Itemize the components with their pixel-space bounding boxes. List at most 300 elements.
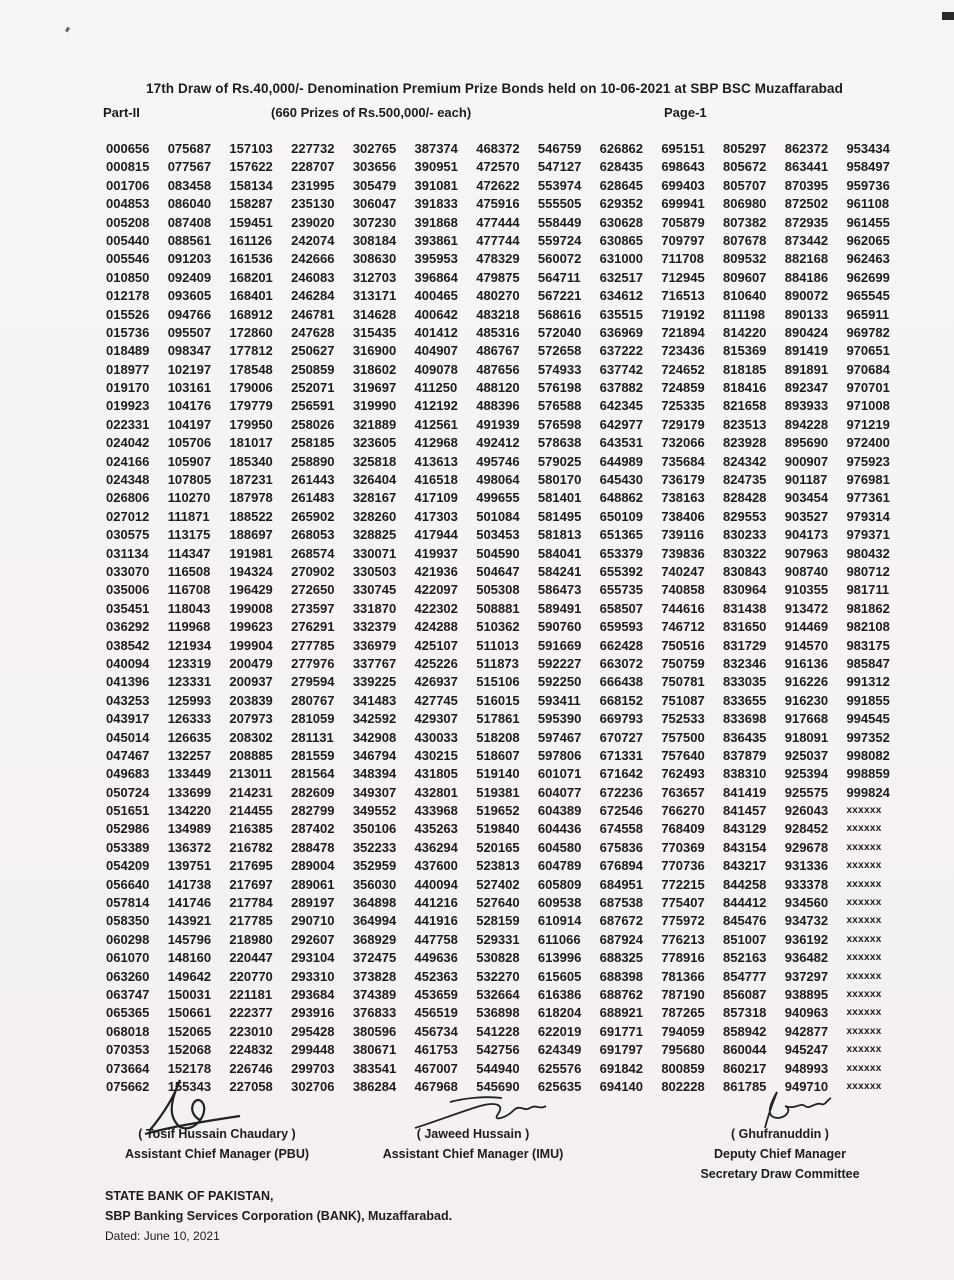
bond-number-cell: 530828 [476,950,520,966]
bond-number-cell: 691771 [599,1023,644,1039]
bond-number-cell: 179006 [229,380,273,396]
bond-number-cell: 312703 [352,269,397,285]
bond-number-cell: 093605 [167,288,212,304]
bond-number-cell: 953434 [846,141,890,156]
bond-number-cell: 688325 [599,950,644,966]
bond-number-cell: 805672 [723,159,767,175]
bond-number-cell: 520165 [476,839,520,855]
bond-number-cell: 541228 [476,1023,520,1039]
bond-number-cell: 980712 [846,563,890,579]
bond-number-cell: 997352 [846,729,890,745]
bond-number-cell: 711708 [661,251,704,267]
bond-number-cell: 121934 [167,637,212,653]
bond-number-cell: 787265 [661,1005,705,1021]
bond-number-cell: 196429 [229,582,273,598]
bond-number-cell: 492412 [476,435,520,451]
bond-number-cell: 841457 [723,803,767,819]
bond-number-cell: 447758 [414,931,458,947]
bond-number-cell: 934560 [784,895,829,911]
bond-number-cell: 421936 [414,563,458,579]
bond-number-cell: 172860 [229,324,273,340]
table-row [106,637,906,655]
bond-number-cell: 542756 [476,1042,520,1058]
bond-number-cell: 833035 [723,674,767,690]
bond-number-cell: 851007 [723,931,767,947]
bond-number-cell: 308184 [352,232,397,248]
bond-number-cell: 005440 [106,232,150,248]
bond-number-cell: 980432 [846,545,890,561]
bond-number-cell: 962463 [846,251,890,267]
bond-number-cell: 688762 [599,986,644,1002]
bond-number-cell: 114347 [167,545,211,561]
bond-number-cell: 179779 [229,398,273,414]
bond-number-cell: 830322 [723,545,767,561]
bond-number-cell: 663072 [599,655,644,671]
bond-number-cell: 725335 [661,398,705,414]
table-row [106,508,906,526]
bond-number-cell: 436294 [414,839,458,855]
bond-number-cell: 628435 [599,159,644,175]
bond-number-cell: 545690 [476,1078,520,1094]
bond-number-cell: 139751 [167,858,212,874]
bond-number-cell: 477744 [476,232,520,248]
bond-number-cell: 586473 [537,582,582,598]
bond-number-cell: 740247 [661,563,705,579]
bond-number-cell: 323605 [352,435,397,451]
bond-number-cell: 220770 [229,968,273,984]
bond-number-cell: 134220 [167,803,212,819]
bond-number-cell: 433968 [414,803,458,819]
bond-number-cell: 637222 [599,343,644,359]
bond-number-cell: 675836 [599,839,644,855]
bond-number-cell: 504647 [476,563,520,579]
bond-number-cell: 065365 [106,1005,150,1021]
bond-number-cell: 332379 [352,619,397,635]
bond-number-cell: 805707 [723,177,767,193]
bond-number-cell: 452363 [414,968,458,984]
bond-number-cell: 687538 [599,895,644,911]
bond-number-cell: 738406 [661,508,705,524]
bond-number-cell: 308630 [352,251,397,267]
bond-number-cell: 019170 [106,380,150,396]
bond-number-cell: 227732 [291,141,335,156]
bond-number-cell: 200479 [229,655,273,671]
bond-number-cell: 969782 [846,324,890,340]
bond-number-cell: 942877 [784,1023,829,1039]
bond-number-cell: 824342 [723,453,767,469]
table-row [106,563,906,581]
bond-number-cell: 928452 [784,821,829,837]
bond-number-cell: 015736 [106,324,150,340]
bond-number-cell: 624349 [537,1042,582,1058]
bond-number-cell: xxxxxx [846,878,882,890]
bond-number-cell: 488396 [476,398,520,414]
bond-number-cell: 687672 [599,913,644,929]
bond-number-cell: 250859 [291,361,335,377]
bond-number-cell: 337767 [352,655,397,671]
bond-number-cell: 480270 [476,288,520,304]
bond-number-cell: 242666 [291,251,335,267]
bond-number-cell: 321889 [352,416,397,432]
bond-number-cell: xxxxxx [846,1062,882,1074]
bond-number-cell: 387374 [414,141,458,156]
bond-number-cell: 040094 [106,655,150,671]
bond-number-cell: 965911 [846,306,890,322]
bond-number-cell: 981711 [846,582,890,598]
bond-number-cell: 592227 [537,655,582,671]
bond-number-cell: 161536 [229,251,273,267]
scan-pen-mark [65,27,70,33]
bond-number-cell: 576198 [537,380,582,396]
bond-number-cell: 422097 [414,582,458,598]
table-row [106,158,906,176]
bond-number-cell: 560072 [537,251,582,267]
bond-number-cell: 781366 [661,968,705,984]
bond-number-cell: 698643 [661,159,705,175]
bond-number-cell: 208302 [229,729,273,745]
bond-number-cell: 738163 [661,490,705,506]
bond-number-cell: 844412 [723,895,767,911]
bond-number-cell: 307230 [352,214,397,230]
bond-number-cell: xxxxxx [846,1044,882,1056]
table-row [106,655,906,673]
bond-number-cell: 965545 [846,288,890,304]
bond-number-cell: 134989 [167,821,212,837]
bond-number-cell: 605809 [537,876,582,892]
bond-number-cell: 580170 [537,472,582,488]
bond-number-cell: 435263 [414,821,458,837]
bond-number-cell: 200937 [229,674,273,690]
bond-number-cell: 900907 [784,453,829,469]
bond-number-cell: 231995 [291,177,335,193]
table-row [106,784,906,802]
bond-number-cell: 495746 [476,453,520,469]
bond-number-cell: 913472 [784,600,829,616]
bond-number-cell: 314628 [352,306,397,322]
bond-number-cell: 380671 [352,1042,397,1058]
bond-number-cell: 750759 [661,655,705,671]
bond-number-cell: 916230 [784,692,829,708]
bond-number-cell: 729179 [661,416,705,432]
bond-number-cell: 584241 [537,563,582,579]
bond-number-cell: 914570 [784,637,829,653]
bond-number-cell: 041396 [106,674,150,690]
bond-number-cell: 505308 [476,582,520,598]
table-row [106,765,906,783]
bond-number-cell: 802228 [661,1078,705,1094]
bond-number-cell: 242074 [291,232,335,248]
bond-number-cell: 279594 [291,674,335,690]
table-row [106,453,906,471]
bond-number-cell: 479875 [476,269,520,285]
bond-number-cell: 123319 [167,655,212,671]
bond-number-cell: 126635 [167,729,212,745]
bond-number-cell: 671642 [599,766,644,782]
table-row [106,397,906,415]
bond-number-cell: 116708 [167,582,211,598]
bond-number-cell: 724652 [661,361,705,377]
bond-number-cell: 528159 [476,913,520,929]
table-row [106,287,906,305]
signatory-committee: Secretary Draw Committee [700,1167,860,1181]
bond-number-cell: 768409 [661,821,705,837]
bond-number-cell: 983175 [846,637,890,653]
signatory-role: Assistant Chief Manager (PBU) [124,1147,310,1161]
bond-number-cell: 949710 [784,1078,829,1094]
bond-number-cell: 356030 [352,876,397,892]
bond-number-cell: 045014 [106,729,150,745]
bond-number-cell: 491939 [476,416,520,432]
bond-number-cell: 051651 [106,803,150,819]
bond-number-cell: 622019 [537,1023,582,1039]
table-row [106,361,906,379]
bond-number-cell: 168912 [229,306,273,322]
bond-number-cell: 088561 [167,232,212,248]
bond-number-cell: 043253 [106,692,150,708]
bond-number-cell: 616386 [537,986,582,1002]
bond-number-cell: 998859 [846,766,890,782]
bond-number-cell: 564711 [537,269,581,285]
bond-number-cell: 342592 [352,711,397,727]
bond-number-cell: 217785 [229,913,273,929]
bond-number-cell: 945247 [784,1042,829,1058]
signatory-name: ( Tosif Hussain Chaudary ) [138,1127,296,1141]
bond-number-cell: 695151 [661,141,705,156]
bond-number-cell: 613996 [537,950,582,966]
table-row [106,526,906,544]
bond-number-cell: 499655 [476,490,520,506]
bond-number-cell: 339225 [352,674,397,690]
bond-number-cell: 739116 [661,527,704,543]
bond-number-cell: 038542 [106,637,150,653]
bond-number-cell: xxxxxx [846,988,882,1000]
table-row [106,434,906,452]
bond-number-cell: 546759 [537,141,582,156]
bond-number-cell: xxxxxx [846,1007,882,1019]
bond-number-cell: 143921 [167,913,212,929]
prize-description: (660 Prizes of Rs.500,000/- each) [271,105,472,120]
bond-number-cell: 994545 [846,711,890,727]
bond-number-cell: 022331 [106,416,150,432]
bond-number-cell: 293310 [291,968,335,984]
bond-number-cell: 611066 [537,931,581,947]
bond-number-cell: 828428 [723,490,767,506]
bond-number-cell: 830233 [723,527,767,543]
bond-number-cell: 631000 [599,251,644,267]
bond-number-cell: 288478 [291,839,335,855]
bond-number-cell: 467968 [414,1078,458,1094]
bond-number-cell: 336979 [352,637,397,653]
bond-number-cell: 604436 [537,821,582,837]
bond-number-cell: 508881 [476,600,520,616]
bond-number-cell: 417944 [414,527,458,543]
bond-number-cell: 348394 [352,766,397,782]
bond-number-cell: 125993 [167,692,212,708]
bond-number-cell: 532270 [476,968,520,984]
bond-number-cell: 518607 [476,747,520,763]
bond-number-cell: 426937 [414,674,458,690]
bond-number-cell: 691797 [599,1042,644,1058]
bond-number-cell: 925394 [784,766,829,782]
bond-number-cell: 401412 [414,324,458,340]
bond-number-cell: 809607 [723,269,767,285]
bond-number-cell: 601071 [537,766,582,782]
bond-number-cell: 430215 [414,747,458,763]
bond-number-cell: 326404 [352,472,397,488]
bond-number-cell: 854777 [723,968,767,984]
bond-number-cell: 111871 [167,508,210,524]
bond-number-cell: 833655 [723,692,767,708]
bond-number-cell: 419937 [414,545,458,561]
bond-number-cell: 313171 [352,288,397,304]
bond-number-cell: 576598 [537,416,582,432]
bond-number-cell: 626862 [599,141,644,156]
table-row [106,214,906,232]
bond-number-cell: 810640 [723,288,767,304]
bond-number-cell: 579025 [537,453,582,469]
bond-number-cell: 929678 [784,839,829,855]
bond-number-cell: 110270 [167,490,211,506]
bond-number-cell: 000656 [106,141,150,156]
bond-number-cell: 998082 [846,747,890,763]
bond-number-cell: 364994 [352,913,397,929]
bond-number-cell: 319697 [352,380,397,396]
bond-number-cell: 958497 [846,159,890,175]
bond-number-cell: 903454 [784,490,829,506]
bond-number-cell: 328260 [352,508,397,524]
bond-number-cell: 281559 [291,747,335,763]
bond-number-cell: 217697 [229,876,273,892]
bond-number-cell: 776213 [661,931,705,947]
bond-number-cell: 527640 [476,895,520,911]
bond-number-cell: 770736 [661,858,705,874]
bond-number-cell: 844258 [723,876,767,892]
bond-number-cell: 432801 [414,784,458,800]
bond-number-cell: 931336 [784,858,829,874]
bond-number-cell: 750516 [661,637,705,653]
bond-number-cell: 860217 [723,1060,767,1076]
bond-number-cell: 757640 [661,747,705,763]
bond-number-cell: 235130 [291,196,335,212]
bond-number-cell: 504590 [476,545,520,561]
bond-number-cell: 938895 [784,986,829,1002]
bond-number-cell: 581495 [537,508,582,524]
page-number: Page-1 [664,105,707,120]
bond-number-cell: 948993 [784,1060,829,1076]
bond-number-cell: 787190 [661,986,705,1002]
bond-number-cell: 824735 [723,472,767,488]
bond-number-cell: 187978 [229,490,273,506]
bond-number-cell: 831729 [723,637,767,653]
bond-number-cell: 961108 [846,196,890,212]
bond-number-cell: 962699 [846,269,890,285]
bond-number-cell: 815369 [723,343,767,359]
bond-number-cell: 330745 [352,582,397,598]
table-row [106,471,906,489]
bond-number-cell: 970701 [846,380,890,396]
bond-number-cell: 001706 [106,177,150,193]
bond-number-cell: 999824 [846,784,890,800]
table-row [106,306,906,324]
bond-number-cell: 637882 [599,380,644,396]
bond-number-cell: 856087 [723,986,767,1002]
table-row [106,931,906,949]
signatory-imu [368,1124,578,1164]
bond-number-cell: 282609 [291,784,335,800]
bond-number-cell: 035006 [106,582,150,598]
bond-number-cell: 299703 [291,1060,335,1076]
bond-number-cell: 277785 [291,637,335,653]
table-row [106,876,906,894]
bond-number-cell: 033070 [106,563,150,579]
bond-number-cell: 684951 [599,876,644,892]
table-row [106,195,906,213]
bond-number-cell: xxxxxx [846,1025,882,1037]
bond-number-cell: 836435 [723,729,767,745]
bond-number-cell: 083458 [167,177,212,193]
bond-number-cell: xxxxxx [846,823,882,835]
bond-number-cell: 870395 [784,177,829,193]
bond-number-cell: 273597 [291,600,335,616]
bond-number-cell: 991312 [846,674,890,690]
bond-number-cell: 425107 [414,637,458,653]
bond-number-cell: 838310 [723,766,767,782]
bond-number-cell: 396864 [414,269,458,285]
bond-number-cell: 287402 [291,821,335,837]
bond-number-cell: 668152 [599,692,644,708]
bond-number-cell: 610914 [537,913,582,929]
bond-number-cell: 223010 [229,1023,273,1039]
bond-number-cell: 315435 [352,324,397,340]
table-row [106,747,906,765]
bond-number-cell: 553974 [537,177,582,193]
table-row [106,581,906,599]
bond-number-cell: 429307 [414,711,458,727]
bond-number-cell: 374389 [352,986,397,1002]
bond-number-cell: 662428 [599,637,644,653]
bond-number-cell: 893933 [784,398,829,414]
signatory-pbu [112,1124,322,1164]
bond-number-cell: 224832 [229,1042,273,1058]
bond-number-cell: 818185 [723,361,767,377]
bond-number-cell: 424288 [414,619,458,635]
bond-number-cell: 740858 [661,582,705,598]
bond-number-cell: 699403 [661,177,705,193]
bond-number-cell: 794059 [661,1023,705,1039]
bond-number-cell: 277976 [291,655,335,671]
bond-number-cell: 486767 [476,343,520,359]
bond-number-cell: 368929 [352,931,397,947]
bond-number-cell: 709797 [661,232,705,248]
table-row [106,729,906,747]
bond-number-cell: 056640 [106,876,150,892]
bond-number-cell: 123331 [167,674,212,690]
bond-number-cell: 694140 [599,1078,644,1094]
bond-number-cell: 227058 [229,1078,273,1094]
bond-number-cell: 970684 [846,361,890,377]
bond-number-cell: 027012 [106,508,150,524]
bond-number-cell: 807382 [723,214,767,230]
bond-number-cell: 299448 [291,1042,335,1058]
bond-number-cell: 030575 [106,527,150,543]
bond-number-cell: 574933 [537,361,582,377]
bond-number-cell: 411250 [414,380,458,396]
bond-number-cell: 643531 [599,435,644,451]
bond-number-cell: 400465 [414,288,458,304]
bond-number-cell: 829553 [723,508,767,524]
bond-number-cell: 302765 [352,141,397,156]
bond-number-cell: 290710 [291,913,335,929]
